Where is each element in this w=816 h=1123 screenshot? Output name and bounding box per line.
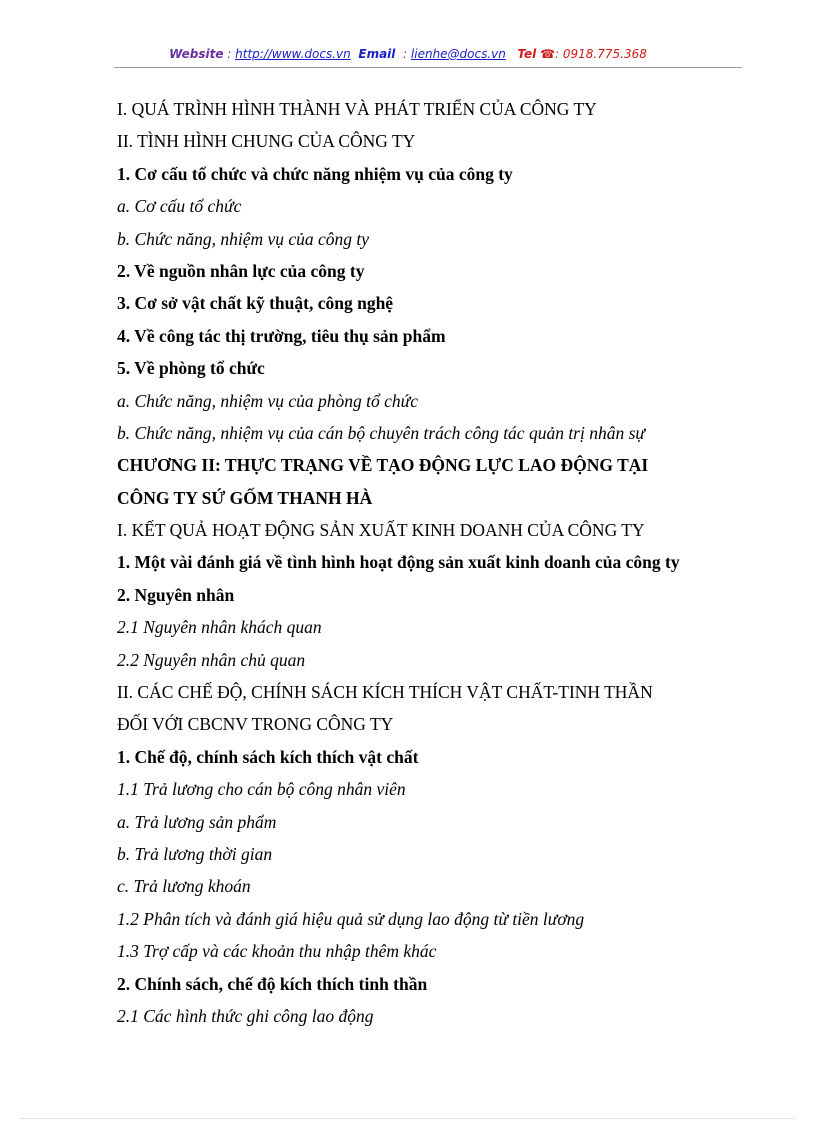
toc-entry: 1.2 Phân tích và đánh giá hiệu quả sử dụng lao động từ tiền lương [117, 908, 585, 929]
toc-entry: b. Chức năng, nhiệm vụ của công ty [117, 228, 370, 249]
toc-entry: 2.1 Nguyên nhân khách quan [117, 617, 322, 638]
phone-icon: ☎ [540, 47, 556, 61]
toc-entry: a. Trả lương sản phẩm [117, 811, 277, 832]
toc-entry: 1.1 Trả lương cho cán bộ công nhân viên [117, 779, 406, 800]
toc-entry: 4. Về công tác thị trường, tiêu thụ sản phẩm [117, 325, 446, 346]
toc-entry: 5. Về phòng tổ chức [117, 358, 265, 379]
toc-entry: I. QUÁ TRÌNH HÌNH THÀNH VÀ PHÁT TRIỂN CỦA CÔNG TY [117, 99, 597, 119]
toc-entry: 1. Cơ cấu tổ chức và chức năng nhiệm vụ của công ty [117, 163, 513, 184]
toc-entry: 2. Chính sách, chế độ kích thích tinh thần [117, 973, 428, 994]
header-separator: : [223, 47, 236, 61]
website-link[interactable]: http://www.docs.vn [235, 47, 351, 61]
toc-entry: 1. Chế độ, chính sách kích thích vật chất [117, 746, 419, 767]
email-label: Email [358, 47, 396, 61]
toc-entry: 2.1 Các hình thức ghi công lao động [117, 1005, 374, 1026]
toc-entry: 2.2 Nguyên nhân chủ quan [117, 649, 306, 670]
toc-entry: 2. Về nguồn nhân lực của công ty [117, 260, 365, 281]
toc-entry: I. KẾT QUẢ HOẠT ĐỘNG SẢN XUẤT KINH DOANH CỦA CÔNG TY [117, 520, 645, 541]
toc-entry: b. Chức năng, nhiệm vụ của cán bộ chuyên trách công tác quản trị nhân sự [117, 422, 645, 443]
toc-entry: CHƯƠNG II: THỰC TRẠNG VỀ TẠO ĐỘNG LỰC LAO ĐỘNG TẠI [117, 455, 649, 476]
website-label: Website [169, 47, 224, 61]
toc-entry: 3. Cơ sở vật chất kỹ thuật, công nghệ [117, 293, 394, 314]
tel-label: Tel [517, 47, 537, 61]
footer-divider [20, 1118, 796, 1119]
toc-entry: ĐỐI VỚI CBCNV TRONG CÔNG TY [117, 714, 394, 735]
email-link[interactable]: lienhe@docs.vn [410, 47, 506, 61]
toc-entry: a. Chức năng, nhiệm vụ của phòng tổ chức [117, 390, 418, 411]
header-divider [114, 67, 742, 68]
toc-entry: 1.3 Trợ cấp và các khoản thu nhập thêm khác [117, 941, 437, 962]
table-of-contents [117, 93, 757, 1032]
toc-entry: II. CÁC CHẾ ĐỘ, CHÍNH SÁCH KÍCH THÍCH VẬT CHẤT-TINH THẦN [117, 682, 653, 703]
toc-entry: a. Cơ cấu tổ chức [117, 196, 242, 217]
header-separator: : [395, 47, 411, 61]
phone-number: 0918.775.368 [562, 47, 647, 61]
toc-entry: b. Trả lương thời gian [117, 843, 273, 864]
toc-entry: 1. Một vài đánh giá về tình hình hoạt động sản xuất kinh doanh của công ty [117, 552, 680, 573]
toc-entry: CÔNG TY SỨ GỐM THANH HÀ [117, 487, 373, 508]
page-header [0, 47, 816, 61]
header-separator: : [555, 47, 563, 61]
toc-entry: 2. Nguyên nhân [117, 584, 235, 605]
toc-entry: c. Trả lương khoán [117, 876, 251, 897]
toc-entry: II. TÌNH HÌNH CHUNG CỦA CÔNG TY [117, 131, 416, 152]
